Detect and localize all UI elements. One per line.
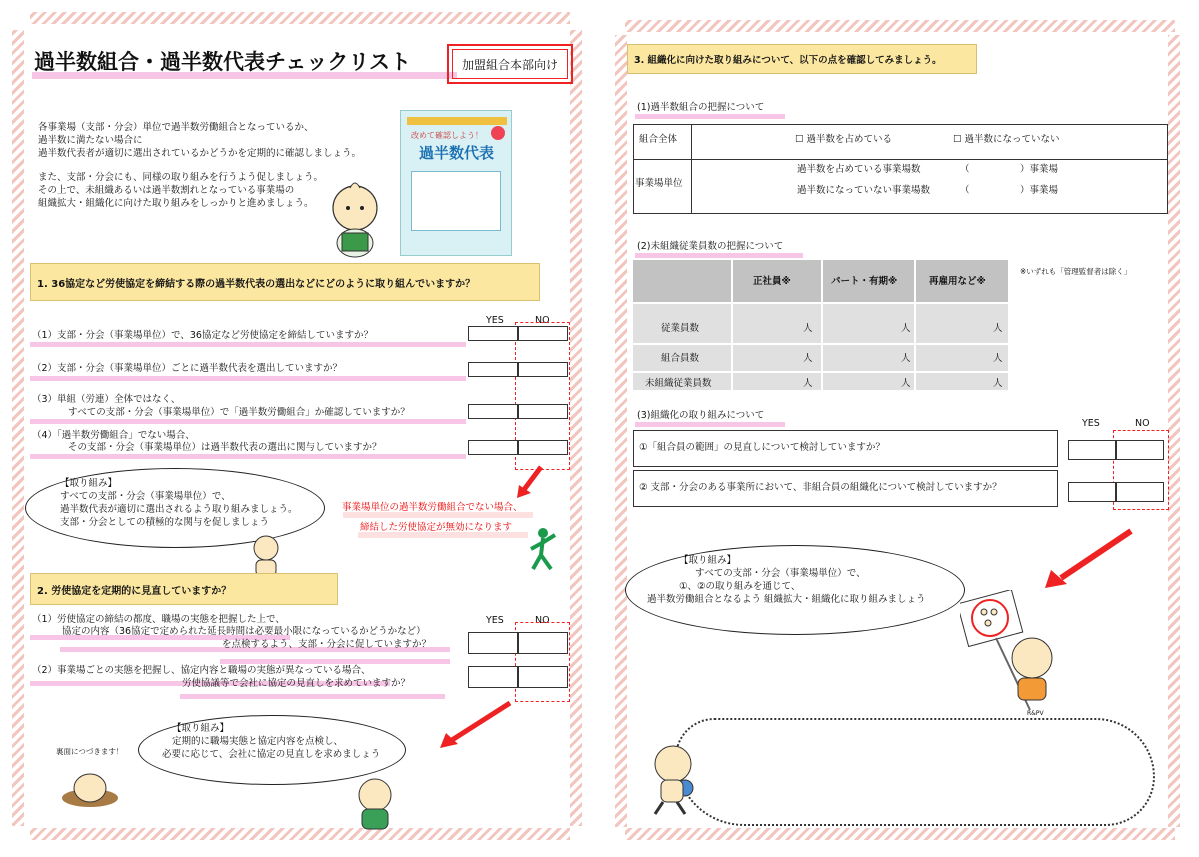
action3-line-3: ①、②の取り組みを通じて、 xyxy=(679,581,801,592)
action3-line-2: すべての支部・分会（事業場単位）で、 xyxy=(695,568,866,579)
left-page xyxy=(10,10,585,840)
q1-item-4-line-2: その支部・分会（事業場単位）は過半数代表の選出に関与していますか？ xyxy=(68,442,382,453)
q2-1-yes-box[interactable] xyxy=(468,632,518,654)
s1-title: (1)過半数組合の把握について xyxy=(637,102,765,113)
s2-row-2-c3[interactable]: 人 xyxy=(993,353,1003,364)
border-bottom-right xyxy=(625,828,1175,840)
q1-item-4-line-1: （4）「過半数労働組合」でない場合、 xyxy=(32,430,195,441)
intro-line-7: 組織拡大・組織化に向けた取り組みをしっかりと進めましょう。 xyxy=(38,198,314,209)
s3-main-heading xyxy=(627,44,977,74)
continue-note: 裏面につづきます！ xyxy=(56,747,124,756)
s2-row-1-label: 従業員数 xyxy=(661,323,700,334)
s2-row-3-c2[interactable]: 人 xyxy=(901,378,911,389)
s2-header-3: 再雇用など※ xyxy=(929,276,986,287)
s2-row-3-c3[interactable]: 人 xyxy=(993,378,1003,389)
q2-item-1-line-3: を点検するよう、支部・分会に促していますか？ xyxy=(222,639,432,650)
s2-row-1-c1[interactable]: 人 xyxy=(803,323,813,334)
audience-badge xyxy=(447,44,573,84)
unit-row-1-label: 過半数を占めている事業場数 xyxy=(797,164,921,175)
whole-option-2[interactable]: ☐ 過半数になっていない xyxy=(953,134,1060,145)
s3-title: (3)組織化の取り組みについて xyxy=(637,410,765,421)
action3-line-1: 【取り組み】 xyxy=(679,555,737,566)
q1-1-no-box[interactable] xyxy=(518,326,568,341)
s3-2-yes-box[interactable] xyxy=(1068,482,1116,502)
action2-line-2: 定期的に職場実態と協定内容を点検し、 xyxy=(172,736,344,747)
border-left xyxy=(12,30,24,826)
q2-heading xyxy=(30,573,338,605)
intro-line-5: また、支部・分会にも、同様の取り組みを行うよう促しましょう。 xyxy=(38,172,324,183)
s3-1-yes-box[interactable] xyxy=(1068,440,1116,460)
intro-line-1: 各事業場（支部・分会）単位で過半数労働組合となっているか、 xyxy=(38,122,314,133)
red-arrow-icon-1 xyxy=(515,465,545,499)
q1-4-yes-box[interactable] xyxy=(468,440,518,455)
q1-1-yes-box[interactable] xyxy=(468,326,518,341)
unit-row-1-open: （ xyxy=(960,164,970,175)
warning-line-1: 事業場単位の過半数労働組合でない場合、 xyxy=(342,502,523,513)
s2-header-2: パート・有期※ xyxy=(831,276,898,287)
yes-label-2: YES xyxy=(486,615,504,626)
red-arrow-icon-2 xyxy=(438,700,513,750)
q1-item-1: （1）支部・分会（事業場単位）で、36協定など労使協定を締結していますか？ xyxy=(32,330,373,341)
whole-option-1[interactable]: ☐ 過半数を占めている xyxy=(795,134,893,145)
no-label-3: NO xyxy=(1135,418,1150,429)
action2-line-1: 【取り組み】 xyxy=(172,723,230,734)
unit-row-2-open: （ xyxy=(960,185,970,196)
s2-row-3-label: 未組織従業員数 xyxy=(645,378,712,389)
credit-text: R&PV xyxy=(1027,710,1044,717)
q1-item-2: （2）支部・分会（事業場単位）ごとに過半数代表を選出していますか？ xyxy=(32,363,343,374)
page-title: 過半数組合・過半数代表チェックリスト xyxy=(34,50,411,74)
blank-thought-area xyxy=(675,718,1155,826)
border-bottom xyxy=(30,828,570,840)
s2-row-1-c3[interactable]: 人 xyxy=(993,323,1003,334)
yes-label-3: YES xyxy=(1082,418,1100,429)
s2-header-1: 正社員※ xyxy=(753,276,791,287)
q2-item-1-line-1: （1）労使協定の締結の都度、職場の実態を把握した上で、 xyxy=(32,614,285,625)
action1-line-2: すべての支部・分会（事業場単位）で、 xyxy=(60,491,231,502)
q1-2-no-box[interactable] xyxy=(518,362,568,377)
s3-question-1: ①「組合員の範囲」の見直しについて検討していますか？ xyxy=(639,442,885,453)
q2-1-no-box[interactable] xyxy=(518,632,568,654)
warning-line-2: 締結した労使協定が無効になります xyxy=(360,522,513,533)
s2-row-2-label: 組合員数 xyxy=(661,353,700,364)
s2-row-1-c2[interactable]: 人 xyxy=(901,323,911,334)
q2-heading-text: 2. 労使協定を定期的に見直していますか？ xyxy=(37,585,232,597)
s2-row-2-c1[interactable]: 人 xyxy=(803,353,813,364)
q1-3-yes-box[interactable] xyxy=(468,404,518,419)
mascot-reading-illustration xyxy=(320,178,390,263)
intro-line-6: その上で、未組織あるいは過半数割れとなっている事業場の xyxy=(38,185,295,196)
mascot-holding-sign-illustration xyxy=(960,590,1060,715)
no-label-2: NO xyxy=(535,615,550,626)
poster-line-1: 改めて確認しよう！ xyxy=(411,131,483,140)
whole-label: 組合全体 xyxy=(639,134,678,145)
falling-person-icon xyxy=(525,525,561,571)
border-top xyxy=(30,12,570,24)
action2-line-3: 必要に応じて、会社に協定の見直しを求めましょう xyxy=(162,749,381,760)
q1-heading-text: 1. 36協定など労使協定を締結する際の過半数代表の選出などにどのように取り組んでいますか？ xyxy=(37,278,476,290)
action1-line-1: 【取り組み】 xyxy=(60,478,118,489)
q2-item-2-line-2: 労使協議等で会社に協定の見直しを求めていますか？ xyxy=(182,678,411,689)
q2-item-1-line-2: 協定の内容（36協定で定められた延長時間は必要最小限になっているかどうかなど） xyxy=(62,626,426,637)
q1-item-3-line-1: （3）単組（労連）全体ではなく、 xyxy=(32,394,181,405)
q1-3-no-box[interactable] xyxy=(518,404,568,419)
q1-4-no-box[interactable] xyxy=(518,440,568,455)
red-arrow-icon-3 xyxy=(1043,528,1133,590)
unit-label: 事業場単位 xyxy=(635,178,683,189)
q2-2-no-box[interactable] xyxy=(518,666,568,688)
right-page xyxy=(615,10,1190,840)
intro-line-2: 過半数に満たない場合に xyxy=(38,135,143,146)
s2-row-3-c1[interactable]: 人 xyxy=(803,378,813,389)
intro-line-3: 過半数代表者が適切に選出されているかどうかを定期的に確認しましょう。 xyxy=(38,148,362,159)
no-label-1: NO xyxy=(535,315,550,326)
q1-2-yes-box[interactable] xyxy=(468,362,518,377)
unit-row-2-label: 過半数になっていない事業場数 xyxy=(797,185,931,196)
action3-line-4: 過半数労働組合となるよう 組織拡大・組織化に取り組みましょう xyxy=(647,594,926,605)
mascot-standing-illustration xyxy=(350,775,400,835)
audience-badge-label: 加盟組合本部向け xyxy=(452,49,568,79)
mascot-lying-illustration xyxy=(60,770,120,810)
action1-line-3: 過半数代表が適切に選出されるよう取り組みましょう。 xyxy=(60,504,298,515)
border-right xyxy=(570,30,582,826)
border-left-right xyxy=(615,35,627,827)
poster-line-2: 過半数代表 xyxy=(419,144,495,162)
mascot-running-illustration xyxy=(645,740,705,820)
s3-main-heading-text: 3. 組織化に向けた取り組みについて、以下の点を確認してみましょう。 xyxy=(634,55,942,66)
border-top-right xyxy=(625,20,1175,32)
q1-item-3-line-2: すべての支部・分会（事業場単位）で「過半数労働組合」か確認していますか？ xyxy=(68,407,410,418)
s3-1-no-box[interactable] xyxy=(1116,440,1164,460)
q1-heading xyxy=(30,263,540,301)
s2-note: ※いずれも「管理監督者は除く」 xyxy=(1020,267,1132,276)
s2-title: (2)未組織従業員数の把握について xyxy=(637,241,784,252)
yes-label-1: YES xyxy=(486,315,504,326)
unit-row-2-close: ）事業場 xyxy=(1020,185,1059,196)
q2-2-yes-box[interactable] xyxy=(468,666,518,688)
s3-2-no-box[interactable] xyxy=(1116,482,1164,502)
unit-row-1-close: ）事業場 xyxy=(1020,164,1059,175)
q2-item-2-line-1: （2）事業場ごとの実態を把握し、協定内容と職場の実態が異なっている場合、 xyxy=(32,665,371,676)
s3-question-2: ② 支部・分会のある事業所において、非組合員の組織化について検討していますか？ xyxy=(639,482,1002,493)
s2-row-2-c2[interactable]: 人 xyxy=(901,353,911,364)
action1-line-4: 支部・分会としての積極的な関与を促しましょう xyxy=(60,517,270,528)
border-right-right xyxy=(1168,35,1180,827)
guide-poster-image xyxy=(400,110,512,256)
